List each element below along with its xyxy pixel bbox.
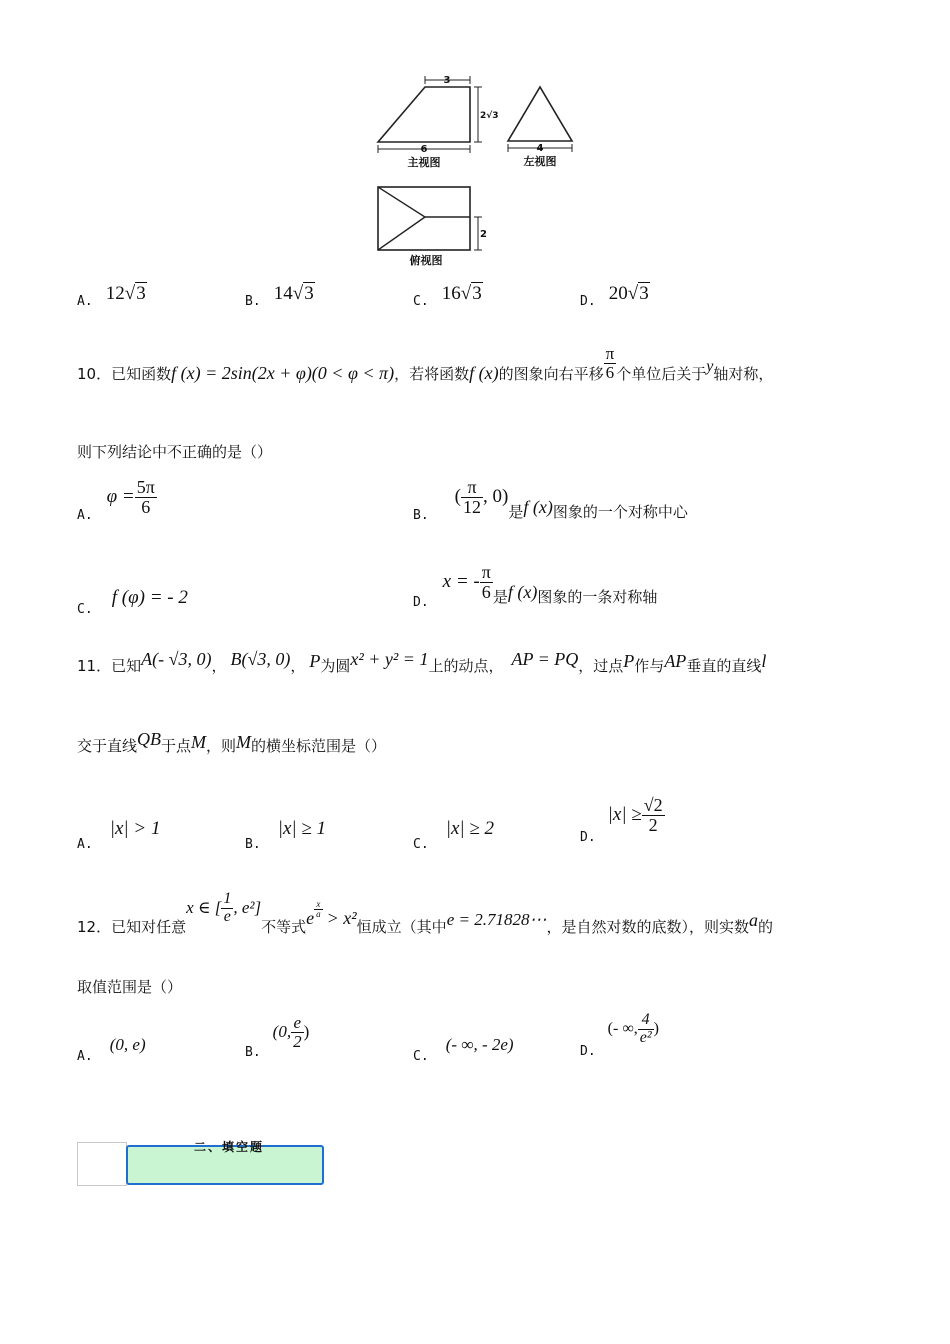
q10-option-a[interactable] bbox=[77, 477, 157, 523]
section-title: 二、填空题 bbox=[193, 1140, 264, 1154]
option-letter: C. bbox=[77, 602, 93, 617]
option-value: |x| ≥ 1 bbox=[277, 818, 327, 839]
q11-text: ， bbox=[290, 657, 306, 675]
option-value: 20√3 bbox=[608, 283, 649, 304]
q11-qb: QB bbox=[137, 729, 162, 749]
q10-stem-line2: 则下列结论中不正确的是（） bbox=[77, 443, 273, 461]
q11-text: ，则 bbox=[206, 737, 237, 755]
q11-text: 的横坐标范围是（） bbox=[251, 737, 387, 755]
option-letter: C. bbox=[413, 837, 429, 852]
q11-stem-line2 bbox=[77, 729, 387, 756]
q9-option-c[interactable] bbox=[413, 283, 483, 311]
q12-inequality: e $\frac{x}{a}$ > x² bbox=[306, 898, 357, 928]
q12-option-d[interactable] bbox=[580, 1011, 659, 1059]
option-value: |x| ≥ bbox=[607, 804, 642, 826]
option-fraction: $\frac{5\pi}{6}$ bbox=[136, 477, 155, 517]
option-letter: B. bbox=[413, 507, 429, 523]
q10-y-var: y bbox=[706, 358, 714, 375]
option-value: ) bbox=[653, 1020, 659, 1038]
option-text: 是 bbox=[508, 502, 524, 521]
option-value: |x| > 1 bbox=[109, 818, 161, 839]
option-value: x = - bbox=[442, 571, 480, 593]
option-text: 是 bbox=[492, 587, 508, 606]
q12-e-value: e = 2.71828⋯ bbox=[446, 910, 547, 929]
option-letter: C. bbox=[413, 294, 429, 309]
option-letter: B. bbox=[245, 1044, 261, 1060]
dim-bottom-label: 6 bbox=[420, 144, 428, 155]
q12-option-b[interactable] bbox=[245, 1013, 310, 1060]
section-header bbox=[77, 1142, 323, 1186]
option-value: (0, e) bbox=[109, 1035, 146, 1054]
dim-top-label: 3 bbox=[443, 75, 451, 86]
option-value: , 0) bbox=[482, 486, 509, 508]
option-value: 14√3 bbox=[273, 283, 314, 304]
q12-text: 的 bbox=[757, 917, 773, 936]
option-letter: D. bbox=[413, 594, 429, 610]
option-value: |x| ≥ 2 bbox=[445, 818, 495, 839]
option-letter: B. bbox=[245, 294, 261, 309]
q11-m: M bbox=[236, 732, 252, 752]
option-fraction: $\frac{e}{2}$ bbox=[293, 1013, 302, 1051]
q11-stem-line1 bbox=[77, 649, 767, 676]
q12-option-c[interactable] bbox=[413, 1035, 514, 1064]
q11-option-b[interactable] bbox=[245, 818, 327, 852]
q11-p: P bbox=[309, 651, 321, 671]
option-letter: D. bbox=[580, 294, 596, 309]
option-value: ( bbox=[454, 486, 461, 508]
side-view-label: 左视图 bbox=[523, 155, 557, 168]
option-letter: C. bbox=[413, 1049, 429, 1064]
q11-text: 为圆 bbox=[320, 657, 351, 675]
front-view-label: 主视图 bbox=[407, 156, 441, 169]
q11-option-c[interactable] bbox=[413, 818, 495, 852]
q11-option-a[interactable] bbox=[77, 818, 161, 852]
q11-ap: AP bbox=[664, 651, 687, 671]
option-value: (0, bbox=[272, 1022, 292, 1042]
option-letter: D. bbox=[580, 1043, 596, 1059]
dim-height-label: 2√3 bbox=[480, 111, 499, 121]
q10-text: ，若将函数 bbox=[394, 364, 470, 383]
q11-m: M bbox=[191, 732, 207, 752]
q11-text: ， bbox=[211, 657, 227, 675]
q11-text: ，过点 bbox=[578, 657, 624, 675]
option-fraction: $\frac{\pi}{12}$ bbox=[462, 477, 481, 517]
option-text: 图象的一条对称轴 bbox=[537, 587, 658, 606]
option-value: 12√3 bbox=[105, 283, 146, 304]
q11-text: 交于直线 bbox=[77, 737, 138, 755]
dim-side-label: 4 bbox=[536, 143, 544, 154]
q10-stem-line1 bbox=[77, 343, 774, 398]
option-letter: B. bbox=[245, 837, 261, 852]
q9-option-a[interactable] bbox=[77, 283, 147, 311]
q11-text: 垂直的直线 bbox=[686, 657, 762, 675]
option-fraction: $\frac{√2}{2}$ bbox=[643, 795, 663, 835]
option-value: f (φ) = - 2 bbox=[111, 587, 188, 608]
q12-number: 12．已知对任意 bbox=[77, 917, 187, 936]
q9-option-d[interactable] bbox=[580, 283, 650, 311]
q11-p: P bbox=[623, 651, 635, 671]
q11-option-d[interactable] bbox=[580, 795, 665, 845]
q11-point-a: A(- √3, 0) bbox=[141, 649, 212, 669]
front-view-trapezoid bbox=[378, 87, 470, 142]
option-value: (- ∞, - 2e) bbox=[445, 1035, 514, 1054]
option-text: 图象的一个对称中心 bbox=[552, 502, 688, 521]
option-letter: A. bbox=[77, 294, 93, 309]
q12-text: ，是自然对数的底数），则实数 bbox=[546, 917, 749, 936]
q10-function-def: f (x) = 2sin(2x + φ)(0 < φ < π) bbox=[171, 362, 395, 383]
q12-option-a[interactable] bbox=[77, 1035, 146, 1064]
option-value: ) bbox=[303, 1022, 310, 1042]
section-header-left-box bbox=[77, 1142, 127, 1186]
q11-text: 于点 bbox=[161, 737, 192, 755]
q10-text: 的图象向右平移 bbox=[498, 364, 604, 383]
option-letter: D. bbox=[580, 829, 596, 845]
q9-option-b[interactable] bbox=[245, 283, 315, 311]
q10-number: 10．已知函数 bbox=[77, 364, 172, 383]
q10-option-b[interactable] bbox=[413, 477, 688, 523]
q10-option-d[interactable] bbox=[413, 562, 658, 610]
option-fx: f (x) bbox=[523, 496, 553, 517]
q12-domain: x ∈ [ $\frac{1}{e}$ , e²] bbox=[186, 889, 262, 925]
option-value: 16√3 bbox=[441, 283, 482, 304]
option-value: φ = bbox=[106, 486, 135, 508]
dim-top-view-label: 2 bbox=[480, 229, 487, 240]
q10-option-c[interactable] bbox=[77, 587, 188, 617]
q11-l: l bbox=[761, 651, 767, 671]
three-view-figure bbox=[370, 70, 590, 270]
top-view-label: 俯视图 bbox=[409, 254, 443, 267]
q12-text: 不等式 bbox=[261, 917, 307, 936]
q12-stem-line1 bbox=[77, 882, 773, 938]
option-value: (- ∞, bbox=[607, 1020, 638, 1038]
q12-a-var: a bbox=[748, 909, 758, 930]
q10-fx: f (x) bbox=[469, 362, 499, 383]
q11-text: 作与 bbox=[634, 657, 665, 675]
side-view-triangle bbox=[508, 87, 572, 141]
q11-number: 11．已知 bbox=[77, 657, 142, 675]
q10-text: 个单位后关于 bbox=[616, 364, 707, 383]
q11-point-b: B(√3, 0) bbox=[230, 649, 291, 669]
option-fraction: $\frac{\pi}{6}$ bbox=[481, 562, 491, 602]
option-letter: A. bbox=[77, 1049, 93, 1064]
q11-circle-eq: x² + y² = 1 bbox=[350, 649, 429, 669]
q12-text: 恒成立（其中 bbox=[356, 917, 447, 936]
q11-text: 上的动点， bbox=[428, 657, 504, 675]
q10-text: 轴对称， bbox=[713, 364, 774, 383]
option-letter: A. bbox=[77, 507, 93, 523]
q10-shift-fraction: $\frac{\pi}{6}$ bbox=[605, 343, 615, 382]
q11-eq-ap: AP = PQ bbox=[511, 649, 579, 669]
option-fx: f (x) bbox=[507, 581, 538, 602]
option-letter: A. bbox=[77, 837, 93, 852]
q12-stem-line2: 取值范围是（） bbox=[77, 978, 183, 996]
option-fraction: $\frac{4}{\text{e²}}$ bbox=[639, 1011, 652, 1046]
